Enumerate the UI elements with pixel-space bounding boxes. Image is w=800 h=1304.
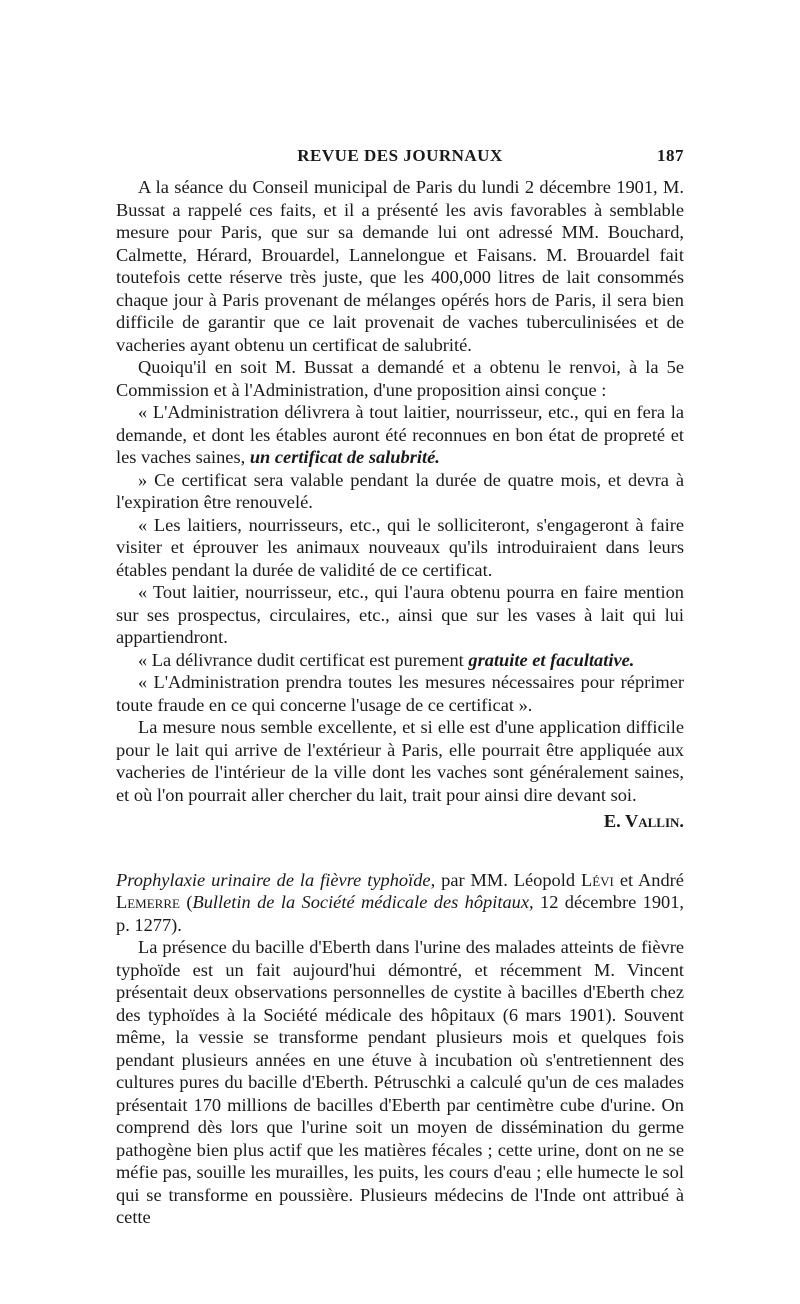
quote-paragraph xyxy=(116,649,684,672)
author-signature: E. Vallin. xyxy=(603,811,684,831)
quote-paragraph: « Les laitiers, nourrisseurs, etc., qui le solliciteront, s'engageront à faire visiter et éprouver les animaux nouveaux qu'ils introduiraient dans leurs étables pendant la durée de validité de ce certificat. xyxy=(116,514,684,580)
journal-name: Bulletin de la Société médicale des hôpitaux, xyxy=(192,892,534,912)
quote-paragraph xyxy=(116,401,684,469)
paragraph: La mesure nous semble excellente, et si elle est d'une application difficile pour le lait qui arrive de l'extérieur à Paris, elle pourrait être appliquée aux vacheries de l'intérieur de la ville dont les vaches sont généralement saines, et où l'on pourrait aller chercher du lait, trait pour ainsi dire devant soi. xyxy=(116,717,684,805)
article-heading xyxy=(116,869,684,937)
author-name: Lévi xyxy=(580,869,614,890)
paragraph: Quoiqu'il en soit M. Bussat a demandé et a obtenu le renvoi, à la 5e Commission et à l'Administration, d'une proposition ainsi conçue : xyxy=(116,357,684,400)
journal-section-title: REVUE DES JOURNAUX xyxy=(297,146,503,165)
section-gap xyxy=(116,833,684,869)
article-title: Prophylaxie urinaire de la fièvre typhoïde, xyxy=(116,869,436,890)
page-number: 187 xyxy=(657,146,684,165)
quote-text: « La délivrance dudit certificat est purement xyxy=(138,649,464,670)
source-paren: ( xyxy=(186,892,193,912)
paragraph: La présence du bacille d'Eberth dans l'urine des malades atteints de fièvre typhoïde est un fait aujourd'hui démontré, et récemment M. Vincent présentait deux observations personnelles de cystite à bacilles d'Eberth chez des typhoïdes à la Société médicale des hôpitaux (6 mars 1901). Souvent même, la vessie se transforme pendant plusieurs mois et quelques fois pendant plusieurs années en une étuve à incubation où s'entretiennent des cultures pures du bacille d'Eberth. Pétruschki a calculé qu'un de ces malades présentait 170 millions de bacilles d'Eberth par centimètre cube d'urine. On comprend dès lors que l'urine soit un moyen de dissémination du germe pathogène bien plus actif que les matières fécales ; cette urine, dont on ne se méfie pas, souille les murailles, les puits, les cours d'eau ; elle humecte le sol qui se transforme en poussière. Plusieurs médecins de l'Inde ont attribué à cette xyxy=(116,937,684,1227)
quote-text: « L'Administration délivrera à tout laitier, nourrisseur, etc., qui en fera la demande, et dont les étables auront été reconnues en bon état de propreté et les vaches saines, xyxy=(116,402,684,467)
quote-paragraph: » Ce certificat sera valable pendant la durée de quatre mois, et devra à l'expiration être renouvelé. xyxy=(116,469,684,512)
source-details: 12 décembre 1901, p. 1277). xyxy=(116,892,685,935)
quote-emphasis: un certificat de salubrité. xyxy=(249,447,440,467)
quote-paragraph: « Tout laitier, nourrisseur, etc., qui l'aura obtenu pourra en faire mention sur ses prospectus, circulaires, etc., ainsi que sur les vases à lait qui lui appartiendront. xyxy=(116,582,684,647)
byline-text: par MM. Léopold xyxy=(441,869,576,890)
paragraph: A la séance du Conseil municipal de Paris du lundi 2 décembre 1901, M. Bussat a rappelé ces faits, et il a présenté les avis favorables à semblable mesure pour Paris, que sur sa demande lui ont adressé MM. Bouchard, Calmette, Hérard, Brouardel, Lannelongue et Faisans. M. Brouardel fait toutefois cette réserve très juste, que les 400,000 litres de lait consommés chaque jour à Paris provenant de mélanges opérés hors de Paris, il sera bien difficile de garantir que ce lait provenait de vaches tuberculinisées et de vacheries ayant obtenu un certificat de salubrité. xyxy=(116,177,684,355)
quote-paragraph: « L'Administration prendra toutes les mesures nécessaires pour réprimer toute fraude en ce qui concerne l'usage de ce certificat ». xyxy=(116,672,684,715)
author-name: Lemerre xyxy=(116,892,180,912)
running-header xyxy=(116,146,684,170)
article-body xyxy=(116,176,684,1229)
byline-text: et André xyxy=(619,869,684,890)
quote-emphasis: gratuite et facultative. xyxy=(468,649,635,670)
